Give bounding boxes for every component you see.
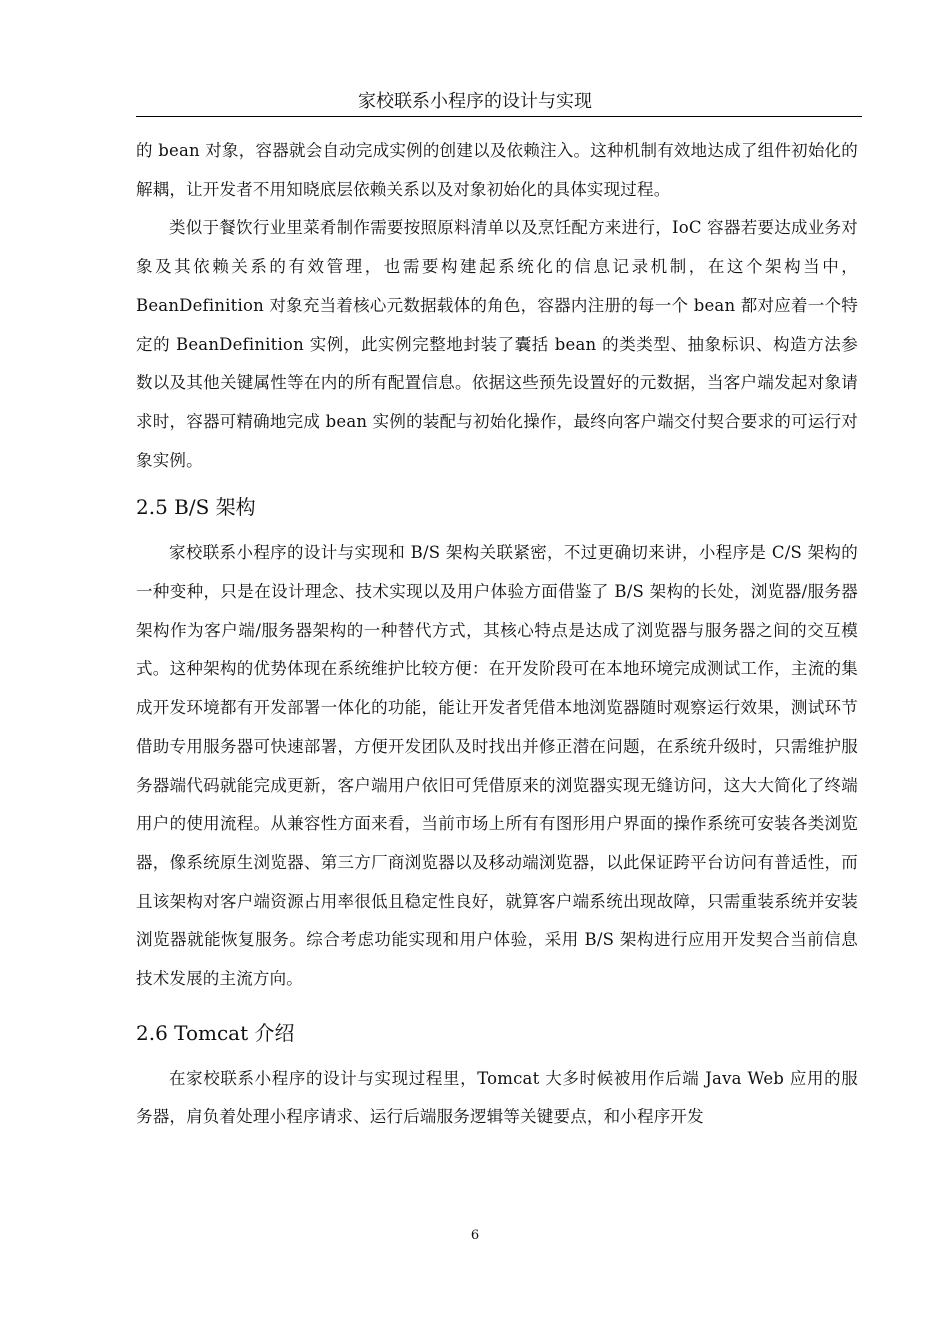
paragraph: 在家校联系小程序的设计与实现过程里，Tomcat 大多时候被用作后端 Java Web 应用的服务器，肩负着处理小程序请求、运行后端服务逻辑等关键要点，和小程序开发 xyxy=(136,1068,858,1127)
paragraph: 家校联系小程序的设计与实现和 B/S 架构关联紧密，不过更确切来讲，小程序是 C/S 架构的一种变种，只是在设计理念、技术实现以及用户体验方面借鉴了 B/S 架构的长处，浏览器/服务器架构作为客户端/服务器架构的一种替代方式，其核心特点是达成了浏览器与服务器之间的交互模式。这种架构的优势体现在系统维护比较方便：在开发阶段可在本地环境完成测试工作，主流的集成开发环境都有开发部署一体化的功能，能让开发者凭借本地浏览器随时观察运行效果，测试环节借助专用服务器可快速部署，方便开发团队及时找出并修正潜在问题，在系统升级时，只需维护服务器端代码就能完成更新，客户端用户依旧可凭借原来的浏览器实现无缝访问，这大大简化了终端用户的使用流程。从兼容性方面来看，当前市场上所有有图形用户界面的操作系统可安装各类浏览器，像系统原生浏览器、第三方厂商浏览器以及移动端浏览器，以此保证跨平台访问有普适性，而且该架构对客户端资源占用率很低且稳定性良好，就算客户端系统出现故障，只需重装系统并安装浏览器就能恢复服务。综合考虑功能实现和用户体验，采用 B/S 架构进行应用开发契合当前信息技术发展的主流方向。 xyxy=(136,543,858,989)
section-heading: 2.6 Tomcat 介绍 xyxy=(136,1020,295,1045)
header-divider xyxy=(136,116,862,117)
page-number: 6 xyxy=(470,1228,480,1243)
page-content xyxy=(136,132,858,1137)
paragraph: 的 bean 对象，容器就会自动完成实例的创建以及依赖注入。这种机制有效地达成了组件初始化的解耦，让开发者不用知晓底层依赖关系以及对象初始化的具体实现过程。 xyxy=(136,141,858,199)
running-header: 家校联系小程序的设计与实现 xyxy=(358,91,592,112)
section-heading: 2.5 B/S 架构 xyxy=(136,495,256,520)
paragraph: 类似于餐饮行业里菜肴制作需要按照原料清单以及烹饪配方来进行，IoC 容器若要达成业务对象及其依赖关系的有效管理，也需要构建起系统化的信息记录机制，在这个架构当中，BeanDefinition 对象充当着核心元数据载体的角色，容器内注册的每一个 bean 都对应着一个特定的 BeanDefinition 实例，此实例完整地封装了囊括 bean 的类类型、抽象标识、构造方法参数以及其他关键属性等在内的所有配置信息。依据这些预先设置好的元数据，当客户端发起对象请求时，容器可精确地完成 bean 实例的装配与初始化操作，最终向客户端交付契合要求的可运行对象实例。 xyxy=(136,218,858,470)
